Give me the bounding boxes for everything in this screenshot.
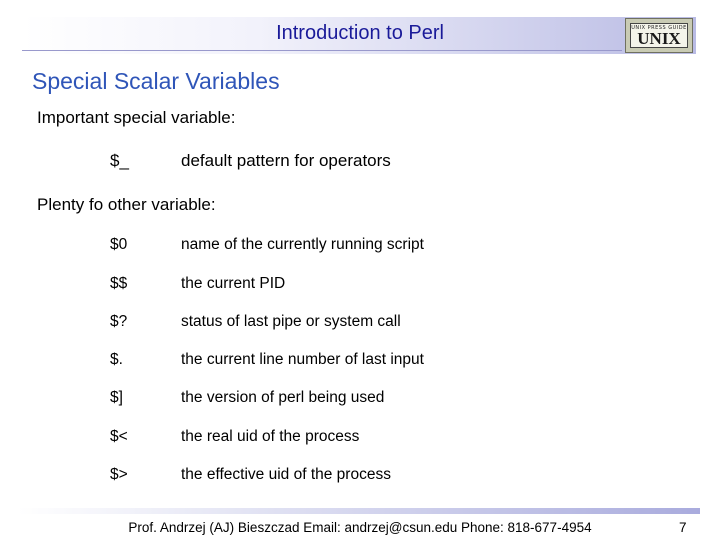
variable-name: $] xyxy=(110,389,123,406)
header-rule xyxy=(22,50,622,51)
unix-logo-frame xyxy=(630,23,688,48)
variable-row xyxy=(0,275,720,297)
variable-name: $. xyxy=(110,351,123,368)
footer-text: Prof. Andrzej (AJ) Bieszczad Email: andrzej@csun.edu Phone: 818-677-4954 xyxy=(128,520,592,535)
variable-name: $$ xyxy=(110,275,128,292)
special-variable-description: default pattern for operators xyxy=(181,151,391,170)
variable-description: the real uid of the process xyxy=(181,428,360,445)
variable-description: the current PID xyxy=(181,275,286,292)
variable-row xyxy=(0,428,720,450)
variable-row xyxy=(0,313,720,335)
variable-row xyxy=(0,351,720,373)
variable-name: $< xyxy=(110,428,128,445)
variable-name: $> xyxy=(110,466,128,483)
logo-text: UNIX xyxy=(637,29,681,48)
variable-description: the effective uid of the process xyxy=(181,466,391,483)
special-variable-name: $_ xyxy=(110,151,129,170)
intro-text: Important special variable: xyxy=(37,108,236,127)
footer-band xyxy=(18,508,700,514)
variable-description: status of last pipe or system call xyxy=(181,313,401,330)
slide-title: Special Scalar Variables xyxy=(32,68,280,94)
logo-top-text: UNIX PRESS GUIDE xyxy=(631,25,687,31)
variable-row xyxy=(0,236,720,258)
variable-name: $? xyxy=(110,313,128,330)
variable-description: the version of perl being used xyxy=(181,389,385,406)
variable-row xyxy=(0,466,720,488)
header-title: Introduction to Perl xyxy=(276,22,444,44)
unix-logo xyxy=(625,18,693,53)
variable-description: the current line number of last input xyxy=(181,351,424,368)
variable-description: name of the currently running script xyxy=(181,236,424,253)
section-heading: Plenty fo other variable: xyxy=(37,195,216,214)
page-number: 7 xyxy=(679,520,687,535)
variable-name: $0 xyxy=(110,236,128,253)
variable-row xyxy=(0,389,720,411)
